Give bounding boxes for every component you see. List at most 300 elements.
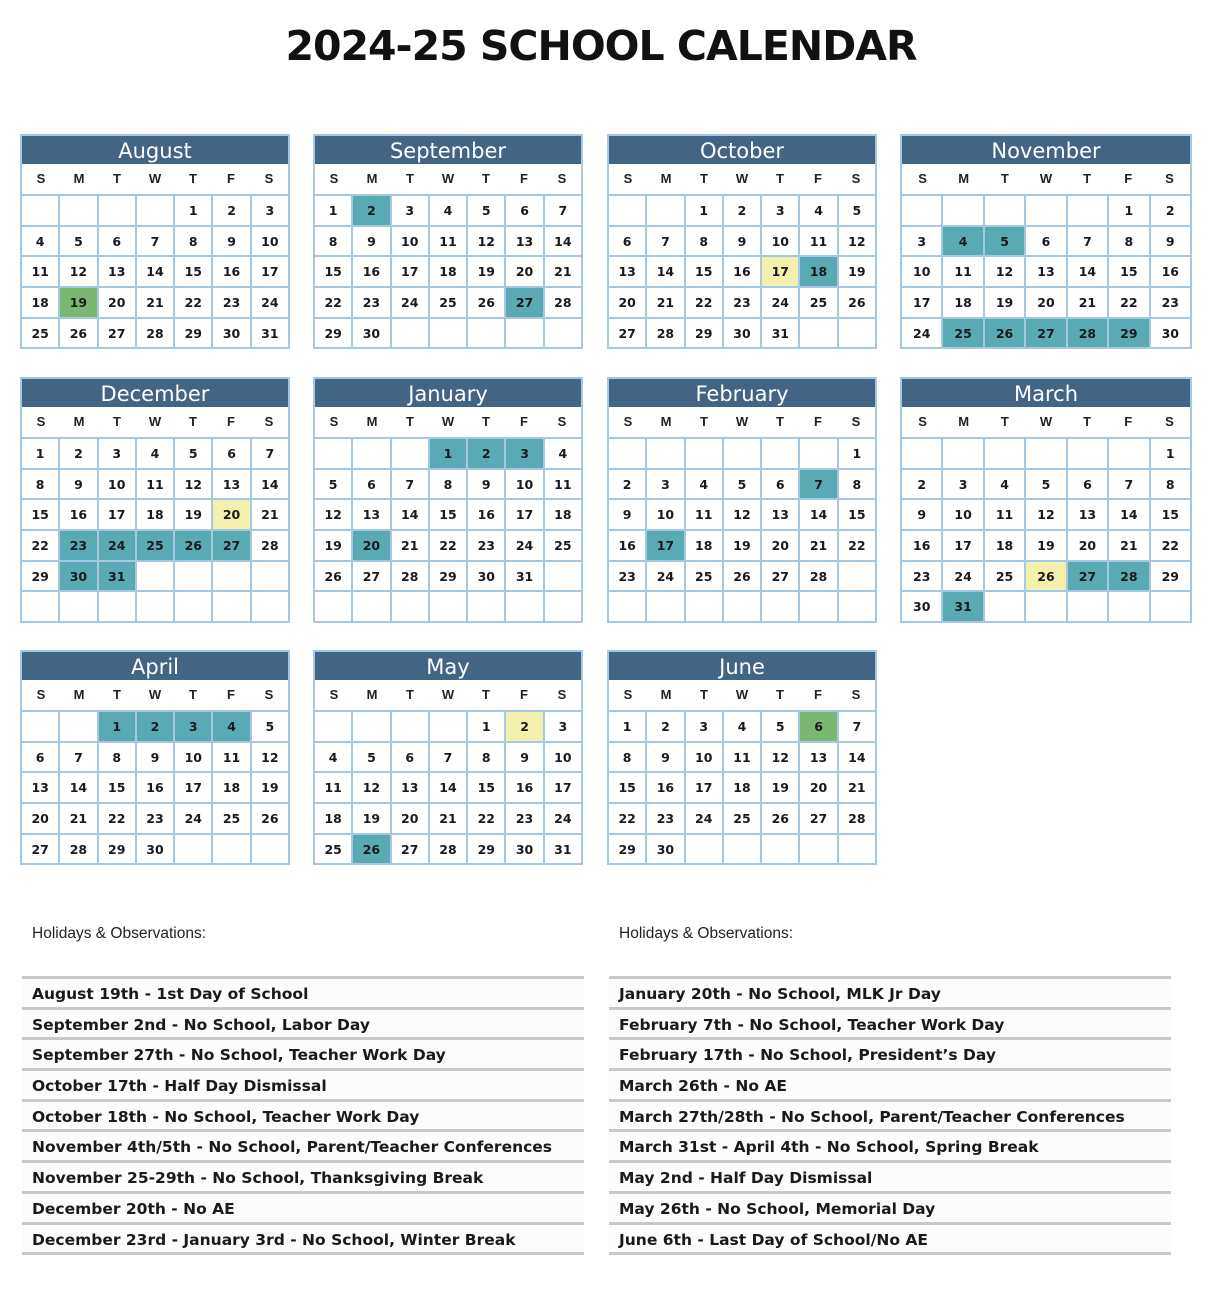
weekday-label: S: [329, 687, 339, 702]
month-january: [313, 377, 583, 623]
day-cell: 18: [943, 288, 982, 317]
weekday-header: [315, 680, 581, 710]
day-cell: 24: [902, 319, 941, 348]
day-cell: 8: [609, 743, 645, 772]
day-cell: 20: [1026, 288, 1065, 317]
observation-item: December 20th - No AE: [22, 1194, 584, 1225]
day-cell: 10: [506, 470, 542, 499]
weekday-header: [902, 164, 1190, 194]
day-cell: 17: [252, 257, 288, 286]
day-cell: 2: [353, 196, 389, 225]
weekday-label: S: [557, 414, 567, 429]
weekday-header: [22, 164, 288, 194]
day-cell: 14: [800, 500, 836, 529]
day-cell: 9: [902, 500, 941, 529]
day-cell: 8: [99, 743, 135, 772]
weekday-header: [22, 407, 288, 437]
observation-item: March 27th/28th - No School, Parent/Teacher Conferences: [609, 1102, 1171, 1133]
day-cell: 31: [762, 319, 798, 348]
day-cell: 20: [99, 288, 135, 317]
day-cell: 9: [137, 743, 173, 772]
day-cell: 17: [99, 500, 135, 529]
month-may: [313, 650, 583, 865]
day-cell: 18: [430, 257, 466, 286]
day-cell: 19: [468, 257, 504, 286]
empty-cell: [545, 592, 581, 621]
empty-cell: [545, 562, 581, 591]
empty-cell: [22, 196, 58, 225]
day-cell: 5: [724, 470, 760, 499]
day-cell: 15: [175, 257, 211, 286]
month-title: June: [609, 652, 875, 680]
empty-cell: [315, 712, 351, 741]
day-cell: 2: [647, 712, 683, 741]
weekday-label: W: [1039, 414, 1053, 429]
day-cell: 11: [137, 470, 173, 499]
empty-cell: [22, 592, 58, 621]
day-cell: 4: [943, 227, 982, 256]
day-cell: 26: [1026, 562, 1065, 591]
day-cell: 22: [315, 288, 351, 317]
day-cell: 26: [468, 288, 504, 317]
day-cell: 15: [315, 257, 351, 286]
day-cell: 3: [252, 196, 288, 225]
weekday-header: [902, 407, 1190, 437]
day-cell: 16: [60, 500, 96, 529]
day-cell: 20: [1068, 531, 1107, 560]
day-cell: 11: [985, 500, 1024, 529]
observation-item: February 7th - No School, Teacher Work Day: [609, 1010, 1171, 1041]
day-cell: 25: [213, 804, 249, 833]
day-cell: 7: [839, 712, 875, 741]
day-cell: 26: [60, 319, 96, 348]
day-cell: 13: [1068, 500, 1107, 529]
day-cell: 25: [800, 288, 836, 317]
day-cell: 1: [22, 439, 58, 468]
day-cell: 19: [252, 773, 288, 802]
day-cell: 22: [430, 531, 466, 560]
day-cell: 30: [468, 562, 504, 591]
weekday-label: T: [776, 687, 784, 702]
day-cell: 19: [175, 500, 211, 529]
day-cell: 12: [839, 227, 875, 256]
day-cell: 10: [545, 743, 581, 772]
day-cell: 12: [762, 743, 798, 772]
day-cell: 25: [137, 531, 173, 560]
day-grid: [315, 194, 581, 347]
weekday-label: S: [36, 687, 46, 702]
weekday-header: [315, 407, 581, 437]
day-cell: 7: [545, 196, 581, 225]
day-cell: 21: [252, 500, 288, 529]
weekday-header: [609, 407, 875, 437]
day-cell: 28: [545, 288, 581, 317]
day-cell: 6: [1068, 470, 1107, 499]
observation-item: September 2nd - No School, Labor Day: [22, 1010, 584, 1041]
day-cell: 7: [252, 439, 288, 468]
empty-cell: [609, 439, 645, 468]
day-cell: 11: [213, 743, 249, 772]
weekday-label: M: [366, 171, 378, 186]
empty-cell: [99, 592, 135, 621]
day-cell: 6: [506, 196, 542, 225]
day-cell: 17: [762, 257, 798, 286]
weekday-label: T: [1000, 171, 1009, 186]
day-cell: 24: [647, 562, 683, 591]
empty-cell: [353, 592, 389, 621]
day-grid: [315, 437, 581, 621]
empty-cell: [1068, 196, 1107, 225]
day-cell: 27: [392, 835, 428, 864]
day-cell: 27: [213, 531, 249, 560]
weekday-label: F: [227, 687, 235, 702]
empty-cell: [315, 592, 351, 621]
day-cell: 26: [175, 531, 211, 560]
day-grid: [22, 710, 288, 863]
day-cell: 24: [943, 562, 982, 591]
observations-list-right: [609, 976, 1171, 1255]
month-title: August: [22, 136, 288, 164]
empty-cell: [392, 712, 428, 741]
empty-cell: [60, 196, 96, 225]
month-march: [900, 377, 1192, 623]
day-cell: 17: [647, 531, 683, 560]
day-cell: 27: [800, 804, 836, 833]
weekday-label: S: [851, 171, 861, 186]
weekday-label: T: [113, 687, 121, 702]
weekday-label: F: [1124, 171, 1133, 186]
day-cell: 7: [60, 743, 96, 772]
day-cell: 15: [1151, 500, 1190, 529]
day-cell: 13: [609, 257, 645, 286]
day-cell: 25: [315, 835, 351, 864]
day-cell: 25: [724, 804, 760, 833]
day-cell: 1: [1109, 196, 1148, 225]
weekday-label: S: [623, 171, 633, 186]
day-cell: 5: [353, 743, 389, 772]
weekday-label: S: [36, 171, 46, 186]
day-cell: 31: [252, 319, 288, 348]
day-cell: 18: [137, 500, 173, 529]
day-cell: 1: [1151, 439, 1190, 468]
day-cell: 20: [609, 288, 645, 317]
weekday-label: S: [918, 171, 927, 186]
day-cell: 29: [609, 835, 645, 864]
day-cell: 21: [137, 288, 173, 317]
day-cell: 29: [175, 319, 211, 348]
month-august: [20, 134, 290, 349]
day-cell: 8: [315, 227, 351, 256]
weekday-label: W: [735, 687, 749, 702]
day-cell: 8: [468, 743, 504, 772]
day-cell: 12: [315, 500, 351, 529]
month-title: May: [315, 652, 581, 680]
day-cell: 9: [506, 743, 542, 772]
weekday-label: S: [557, 171, 567, 186]
day-cell: 13: [22, 773, 58, 802]
weekday-label: T: [700, 171, 708, 186]
day-cell: 17: [506, 500, 542, 529]
day-cell: 5: [839, 196, 875, 225]
day-cell: 25: [545, 531, 581, 560]
weekday-header: [609, 680, 875, 710]
day-cell: 5: [252, 712, 288, 741]
day-cell: 19: [60, 288, 96, 317]
day-cell: 18: [213, 773, 249, 802]
day-cell: 18: [985, 531, 1024, 560]
day-cell: 15: [99, 773, 135, 802]
weekday-label: T: [113, 171, 121, 186]
day-cell: 25: [430, 288, 466, 317]
day-cell: 13: [99, 257, 135, 286]
day-cell: 3: [506, 439, 542, 468]
weekday-label: S: [557, 687, 567, 702]
day-cell: 15: [468, 773, 504, 802]
day-cell: 12: [60, 257, 96, 286]
day-cell: 26: [724, 562, 760, 591]
day-cell: 25: [943, 319, 982, 348]
day-cell: 6: [762, 470, 798, 499]
day-cell: 20: [800, 773, 836, 802]
day-cell: 21: [545, 257, 581, 286]
day-cell: 8: [686, 227, 722, 256]
empty-cell: [724, 592, 760, 621]
day-cell: 14: [1109, 500, 1148, 529]
weekday-label: S: [329, 171, 339, 186]
month-december: [20, 377, 290, 623]
empty-cell: [468, 592, 504, 621]
day-cell: 22: [839, 531, 875, 560]
day-cell: 2: [213, 196, 249, 225]
empty-cell: [647, 196, 683, 225]
day-cell: 23: [506, 804, 542, 833]
day-cell: 6: [392, 743, 428, 772]
weekday-label: F: [814, 414, 822, 429]
day-cell: 23: [137, 804, 173, 833]
month-title: October: [609, 136, 875, 164]
day-cell: 13: [213, 470, 249, 499]
month-title: November: [902, 136, 1190, 164]
day-cell: 11: [315, 773, 351, 802]
day-cell: 21: [1109, 531, 1148, 560]
day-cell: 30: [506, 835, 542, 864]
day-cell: 13: [506, 227, 542, 256]
day-cell: 8: [175, 227, 211, 256]
day-cell: 7: [647, 227, 683, 256]
weekday-label: W: [441, 171, 455, 186]
day-cell: 30: [647, 835, 683, 864]
day-cell: 11: [724, 743, 760, 772]
day-cell: 8: [22, 470, 58, 499]
day-cell: 24: [252, 288, 288, 317]
weekday-label: S: [851, 687, 861, 702]
empty-cell: [213, 835, 249, 864]
day-cell: 20: [392, 804, 428, 833]
month-april: [20, 650, 290, 865]
empty-cell: [985, 592, 1024, 621]
day-cell: 30: [60, 562, 96, 591]
weekday-label: T: [700, 414, 708, 429]
day-cell: 22: [1151, 531, 1190, 560]
day-cell: 28: [252, 531, 288, 560]
weekday-label: W: [1039, 171, 1053, 186]
day-cell: 21: [1068, 288, 1107, 317]
day-cell: 19: [353, 804, 389, 833]
observation-item: October 17th - Half Day Dismissal: [22, 1071, 584, 1102]
month-february: [607, 377, 877, 623]
weekday-label: W: [148, 687, 162, 702]
day-cell: 29: [1151, 562, 1190, 591]
weekday-label: T: [482, 414, 490, 429]
day-cell: 16: [213, 257, 249, 286]
weekday-label: S: [851, 414, 861, 429]
day-cell: 8: [1109, 227, 1148, 256]
weekday-label: M: [660, 687, 672, 702]
day-cell: 17: [545, 773, 581, 802]
day-cell: 22: [22, 531, 58, 560]
weekday-label: M: [366, 687, 378, 702]
weekday-label: M: [660, 171, 672, 186]
day-cell: 10: [686, 743, 722, 772]
observation-item: August 19th - 1st Day of School: [22, 979, 584, 1010]
empty-cell: [252, 592, 288, 621]
day-cell: 11: [430, 227, 466, 256]
day-cell: 18: [315, 804, 351, 833]
empty-cell: [252, 562, 288, 591]
day-cell: 21: [839, 773, 875, 802]
day-cell: 13: [392, 773, 428, 802]
month-november: [900, 134, 1192, 349]
day-cell: 23: [1151, 288, 1190, 317]
day-cell: 22: [609, 804, 645, 833]
day-cell: 27: [1026, 319, 1065, 348]
empty-cell: [647, 439, 683, 468]
day-cell: 28: [392, 562, 428, 591]
empty-cell: [137, 196, 173, 225]
day-cell: 9: [468, 470, 504, 499]
day-cell: 4: [800, 196, 836, 225]
day-cell: 9: [60, 470, 96, 499]
weekday-label: F: [227, 171, 235, 186]
day-cell: 19: [1026, 531, 1065, 560]
day-cell: 29: [468, 835, 504, 864]
empty-cell: [392, 319, 428, 348]
day-cell: 18: [545, 500, 581, 529]
empty-cell: [1068, 439, 1107, 468]
day-cell: 10: [392, 227, 428, 256]
day-cell: 4: [213, 712, 249, 741]
day-cell: 3: [392, 196, 428, 225]
day-cell: 14: [545, 227, 581, 256]
day-cell: 29: [99, 835, 135, 864]
day-cell: 7: [430, 743, 466, 772]
empty-cell: [1026, 439, 1065, 468]
empty-cell: [686, 592, 722, 621]
day-cell: 14: [647, 257, 683, 286]
observation-item: December 23rd - January 3rd - No School, Winter Break: [22, 1225, 584, 1256]
day-cell: 10: [943, 500, 982, 529]
weekday-label: T: [189, 171, 197, 186]
day-cell: 9: [609, 500, 645, 529]
day-cell: 27: [506, 288, 542, 317]
day-cell: 1: [686, 196, 722, 225]
day-grid: [609, 710, 875, 863]
day-cell: 10: [99, 470, 135, 499]
observation-item: June 6th - Last Day of School/No AE: [609, 1225, 1171, 1256]
weekday-label: T: [482, 687, 490, 702]
weekday-label: T: [406, 414, 414, 429]
weekday-label: M: [73, 414, 85, 429]
day-cell: 4: [430, 196, 466, 225]
day-cell: 12: [252, 743, 288, 772]
weekday-label: T: [776, 171, 784, 186]
day-grid: [609, 437, 875, 621]
day-cell: 23: [724, 288, 760, 317]
empty-cell: [800, 319, 836, 348]
day-cell: 22: [686, 288, 722, 317]
day-grid: [902, 437, 1190, 621]
day-cell: 18: [724, 773, 760, 802]
day-cell: 24: [545, 804, 581, 833]
day-cell: 9: [213, 227, 249, 256]
day-cell: 21: [647, 288, 683, 317]
day-cell: 29: [686, 319, 722, 348]
empty-cell: [392, 439, 428, 468]
weekday-label: S: [36, 414, 46, 429]
empty-cell: [1109, 592, 1148, 621]
empty-cell: [60, 592, 96, 621]
empty-cell: [762, 439, 798, 468]
weekday-label: M: [73, 687, 85, 702]
day-cell: 16: [506, 773, 542, 802]
day-cell: 16: [647, 773, 683, 802]
day-grid: [902, 194, 1190, 347]
day-cell: 20: [762, 531, 798, 560]
day-cell: 14: [392, 500, 428, 529]
weekday-label: W: [735, 171, 749, 186]
day-cell: 24: [762, 288, 798, 317]
day-cell: 5: [985, 227, 1024, 256]
day-cell: 12: [353, 773, 389, 802]
day-cell: 12: [724, 500, 760, 529]
month-september: [313, 134, 583, 349]
day-cell: 11: [686, 500, 722, 529]
day-cell: 15: [686, 257, 722, 286]
day-cell: 21: [800, 531, 836, 560]
day-cell: 23: [647, 804, 683, 833]
day-cell: 30: [1151, 319, 1190, 348]
day-cell: 1: [315, 196, 351, 225]
day-cell: 12: [468, 227, 504, 256]
weekday-label: S: [264, 687, 274, 702]
day-cell: 22: [99, 804, 135, 833]
day-cell: 4: [545, 439, 581, 468]
day-cell: 5: [60, 227, 96, 256]
day-cell: 4: [724, 712, 760, 741]
day-cell: 6: [1026, 227, 1065, 256]
empty-cell: [545, 319, 581, 348]
day-cell: 14: [430, 773, 466, 802]
weekday-header: [315, 164, 581, 194]
weekday-label: W: [148, 414, 162, 429]
observation-item: May 2nd - Half Day Dismissal: [609, 1163, 1171, 1194]
empty-cell: [686, 439, 722, 468]
day-cell: 19: [315, 531, 351, 560]
day-cell: 11: [800, 227, 836, 256]
empty-cell: [60, 712, 96, 741]
day-cell: 28: [137, 319, 173, 348]
day-cell: 6: [609, 227, 645, 256]
